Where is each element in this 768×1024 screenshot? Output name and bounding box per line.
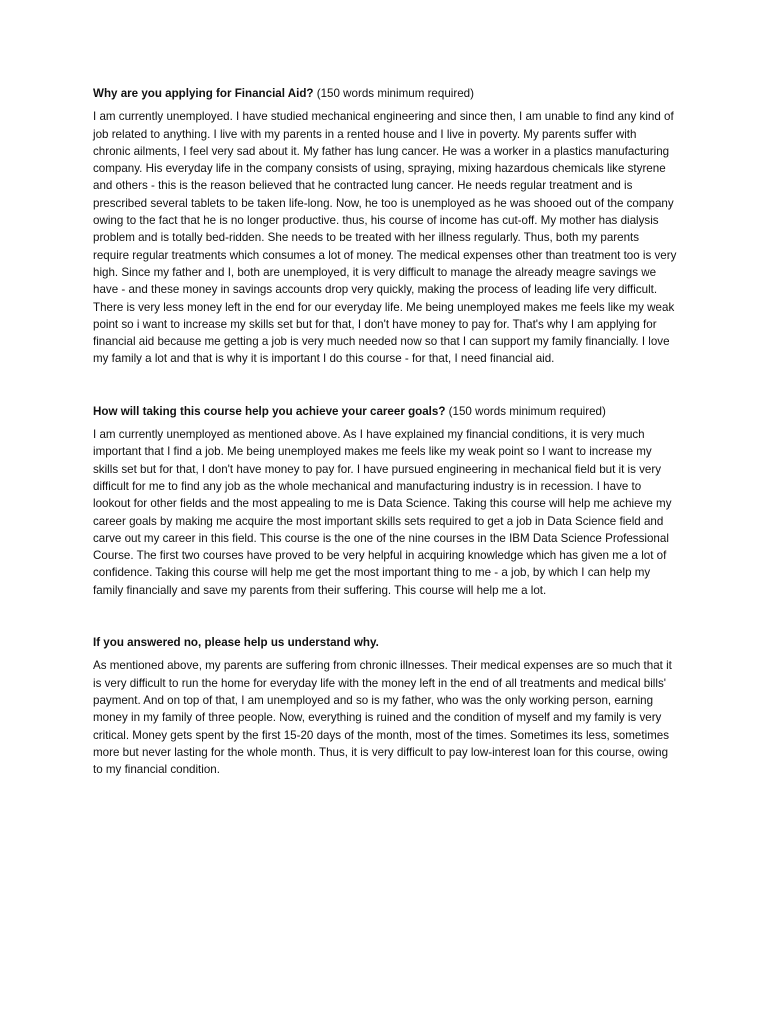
question-requirement: (150 words minimum required): [313, 87, 474, 100]
answer-paragraph: I am currently unemployed. I have studied mechanical engineering and since then, I am unable to find any kind of job related to anything. I live with my parents in a rented house and I live in poverty. My parents suffer with chronic ailments, I feel very sad about it. My father has lung cancer. He was a worker in a plastics manufacturing company. His everyday life in the company consists of using, spraying, mixing hazardous chemicals like styrene and others - this is the reason believed that he contracted lung cancer. He needs regular treatment and is prescribed several tablets to be taken life-long. Now, he too is unemployed as he was shooed out of the company owing to the fact that he is no longer productive. thus, his course of income has cut-off. My mother has dialysis problem and is totally bed-ridden. She needs to be treated with her illness regularly. Thus, both my parents require regular treatments which consumes a lot of money. The medical expenses other than treatment too is very high. Since my father and I, both are unemployed, it is very difficult to manage the already meagre savings we have - and these money in savings accounts drop very quickly, making the process of leading life very difficult. There is very less money left in the end for our everyday life. Me being unemployed makes me feels like my weak point so i want to increase my skills set but for that, I don't have money to pay for. That's why I am applying for financial aid because me getting a job is very much needed now so that I can support my family financially. I love my family a lot and that is why it is important I do this course - for that, I need financial aid.: [93, 110, 677, 366]
section-financial-aid: [93, 85, 677, 368]
question-text: Why are you applying for Financial Aid?: [93, 87, 314, 100]
answer-paragraph: As mentioned above, my parents are suffering from chronic illnesses. Their medical expenses are so much that it is very difficult to run the home for everyday life with the money left in the end of all treatments and medical bills' payment. And on top of that, I am unemployed and so is my father, who was the only working person, earning money in my family of three people. Now, everything is ruined and the condition of myself and my family is very critical. Money gets spent by the first 15-20 days of the month, most of the times. Sometimes its less, sometimes more but never lasting for the whole month. Thus, it is very difficult to pay low-interest loan for this course, owing to my financial condition.: [93, 659, 672, 777]
question-requirement: (150 words minimum required): [445, 404, 606, 418]
answer-paragraph: I am currently unemployed as mentioned above. As I have explained my financial conditions, it is very much important that I find a job. Me being unemployed makes me feels like my weak point so I want to increase my skills set but for that, I don't have money to pay for. I have pursued engineering in mechanical field but it is very difficult for me to find any job as the whole mechanical and manufacturing industry is in recession. I have to lookout for other fields and the most appealing to me is Data Science. Taking this course will help me achieve my career goals by making me acquire the most important skills sets required to get a job in Data Science field and carve out my career in this field. This course is the one of the nine courses in the IBM Data Science Professional Course. The first two courses have proved to be very helpful in acquiring knowledge which has given me a lot of confidence. Taking this course will help me get the most important thing to me - a job, by which I can help my family financially and save my parents from their suffering. This course will help me a lot.: [93, 428, 672, 597]
question-heading: [93, 403, 677, 420]
question-text: If you answered no, please help us understand why.: [93, 636, 379, 650]
section-career-goals: [93, 403, 677, 599]
question-text: How will taking this course help you achieve your career goals?: [93, 404, 446, 418]
document-page: [93, 85, 677, 778]
section-answered-no: [93, 634, 677, 778]
question-heading: [93, 85, 677, 102]
question-heading: [93, 634, 677, 651]
